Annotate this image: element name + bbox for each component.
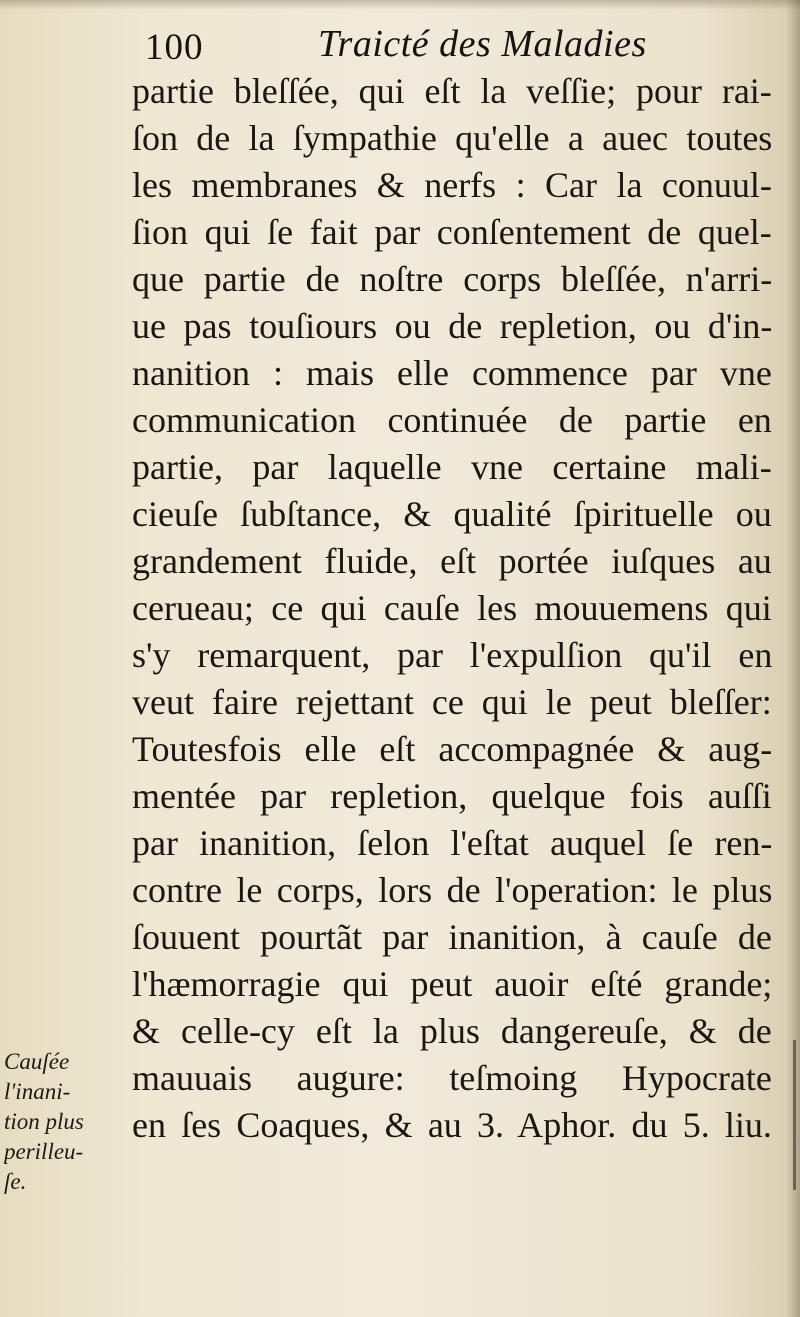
text-line: l'hæmorragie qui peut auoir eſté grande; [132, 964, 773, 1004]
text-line: Toutesfois elle eſt accompagnée & aug- [132, 729, 773, 769]
text-line: ſion qui ſe fait par conſentement de quel- [132, 212, 772, 252]
text-line: & celle-cy eſt la plus dangereuſe, & de [132, 1011, 772, 1051]
marginal-note-line: ſe. [4, 1169, 27, 1194]
text-line: communication continuée de partie en [132, 400, 772, 440]
marginal-note-line: Cauſée [4, 1049, 70, 1074]
page-header [0, 22, 800, 72]
marginal-note-line: tion plus [4, 1109, 84, 1134]
text-line: en ſes Coaques, & au 3. Aphor. du 5. liu. [132, 1105, 772, 1145]
marginal-note [4, 1047, 124, 1197]
text-line: partie, par laquelle vne certaine mali- [132, 447, 772, 487]
text-line: que partie de noſtre corps bleſſée, n'arri- [132, 259, 773, 299]
text-line: cieuſe ſubſtance, & qualité ſpirituelle ou [132, 494, 772, 534]
text-line: par inanition, ſelon l'eſtat auquel ſe ren- [132, 823, 773, 863]
marginal-note-line: perilleu- [4, 1139, 84, 1164]
text-line: mauuais augure: teſmoing Hypocrate [132, 1058, 772, 1098]
text-line: nanition : mais elle commence par vne [132, 353, 772, 393]
page-top-shadow [0, 0, 800, 10]
marginal-note-line: l'inani- [4, 1079, 71, 1104]
text-line: partie bleſſée, qui eſt la veſſie; pour rai- [132, 71, 772, 111]
binding-edge [793, 1040, 796, 1190]
text-line: contre le corps, lors de l'operation: le plus [132, 870, 773, 910]
text-line: ue pas touſiours ou de repletion, ou d'in- [132, 306, 773, 346]
text-line: grandement fluide, eſt portée iuſques au [132, 541, 772, 581]
running-title: Traicté des Maladies [318, 23, 647, 65]
text-line: les membranes & nerfs : Car la conuul- [132, 165, 772, 205]
text-line: ſouuent pourtãt par inanition, à cauſe de [132, 917, 772, 957]
page-number: 100 [145, 27, 204, 68]
text-line: s'y remarquent, par l'expulſion qu'il en [132, 635, 773, 675]
text-line: mentée par repletion, quelque fois auſſi [132, 776, 772, 816]
text-line: cerueau; ce qui cauſe les mouuemens qui [132, 588, 772, 628]
text-line: veut faire rejettant ce qui le peut bleſſer: [132, 682, 772, 722]
main-text-block [132, 68, 772, 1149]
text-line: ſon de la ſympathie qu'elle a auec toutes [132, 118, 773, 158]
